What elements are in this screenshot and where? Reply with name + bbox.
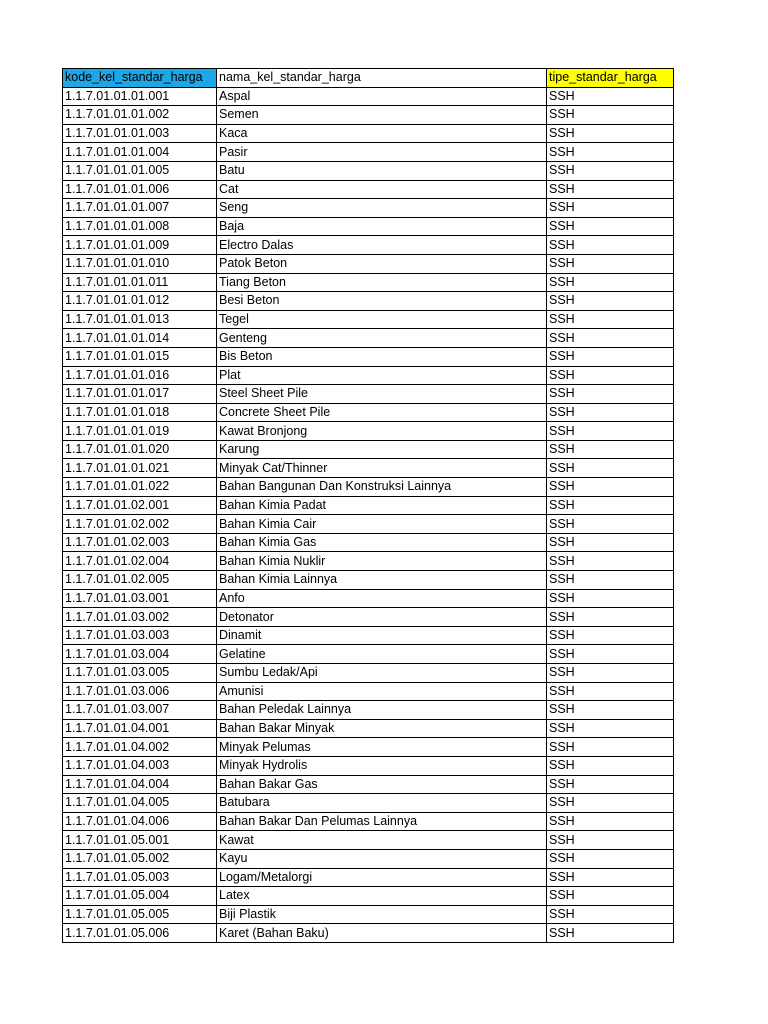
cell-tipe[interactable]: SSH [547,775,674,794]
cell-kode[interactable]: 1.1.7.01.01.05.003 [63,868,217,887]
header-kode[interactable]: kode_kel_standar_harga [63,69,217,88]
cell-kode[interactable]: 1.1.7.01.01.01.002 [63,106,217,125]
cell-tipe[interactable]: SSH [547,719,674,738]
cell-tipe[interactable]: SSH [547,124,674,143]
cell-nama[interactable]: Bahan Kimia Gas [217,533,547,552]
cell-tipe[interactable]: SSH [547,831,674,850]
cell-kode[interactable]: 1.1.7.01.01.01.020 [63,440,217,459]
cell-nama[interactable]: Bahan Bangunan Dan Konstruksi Lainnya [217,478,547,497]
cell-kode[interactable]: 1.1.7.01.01.01.009 [63,236,217,255]
table-row [63,868,674,887]
cell-nama[interactable]: Aspal [217,87,547,106]
table-row [63,682,674,701]
cell-kode[interactable]: 1.1.7.01.01.02.003 [63,533,217,552]
cell-kode[interactable]: 1.1.7.01.01.01.007 [63,199,217,218]
cell-tipe[interactable]: SSH [547,571,674,590]
cell-kode[interactable]: 1.1.7.01.01.03.002 [63,608,217,627]
cell-tipe[interactable]: SSH [547,143,674,162]
cell-nama[interactable]: Tiang Beton [217,273,547,292]
cell-kode[interactable]: 1.1.7.01.01.01.008 [63,217,217,236]
cell-nama[interactable]: Amunisi [217,682,547,701]
cell-kode[interactable]: 1.1.7.01.01.01.010 [63,254,217,273]
table-row [63,124,674,143]
cell-kode[interactable]: 1.1.7.01.01.03.001 [63,589,217,608]
table-row [63,403,674,422]
header-row [63,69,674,88]
cell-tipe[interactable]: SSH [547,849,674,868]
cell-kode[interactable]: 1.1.7.01.01.03.005 [63,664,217,683]
cell-nama[interactable]: Genteng [217,329,547,348]
cell-tipe[interactable]: SSH [547,217,674,236]
cell-kode[interactable]: 1.1.7.01.01.05.006 [63,924,217,943]
table-row [63,236,674,255]
cell-tipe[interactable]: SSH [547,254,674,273]
cell-tipe[interactable]: SSH [547,924,674,943]
cell-kode[interactable]: 1.1.7.01.01.01.021 [63,459,217,478]
cell-kode[interactable]: 1.1.7.01.01.01.013 [63,310,217,329]
cell-tipe[interactable]: SSH [547,161,674,180]
cell-tipe[interactable]: SSH [547,236,674,255]
cell-tipe[interactable]: SSH [547,812,674,831]
table-row [63,254,674,273]
spreadsheet [62,68,673,943]
cell-tipe[interactable]: SSH [547,440,674,459]
table-row [63,273,674,292]
cell-tipe[interactable]: SSH [547,422,674,441]
cell-kode[interactable]: 1.1.7.01.01.01.014 [63,329,217,348]
cell-nama[interactable]: Bahan Bakar Dan Pelumas Lainnya [217,812,547,831]
cell-tipe[interactable]: SSH [547,626,674,645]
table-row [63,217,674,236]
cell-kode[interactable]: 1.1.7.01.01.05.004 [63,887,217,906]
cell-tipe[interactable]: SSH [547,347,674,366]
table-row [63,143,674,162]
cell-tipe[interactable]: SSH [547,701,674,720]
table-row [63,106,674,125]
header-nama[interactable]: nama_kel_standar_harga [217,69,547,88]
table-row [63,180,674,199]
table-row [63,701,674,720]
cell-tipe[interactable]: SSH [547,329,674,348]
cell-nama[interactable]: Pasir [217,143,547,162]
cell-tipe[interactable]: SSH [547,682,674,701]
cell-kode[interactable]: 1.1.7.01.01.01.019 [63,422,217,441]
table-row [63,608,674,627]
table-row [63,645,674,664]
cell-nama[interactable]: Bis Beton [217,347,547,366]
cell-kode[interactable]: 1.1.7.01.01.01.016 [63,366,217,385]
cell-kode[interactable]: 1.1.7.01.01.01.001 [63,87,217,106]
table-header [63,69,674,88]
standar-harga-table [62,68,674,943]
cell-kode[interactable]: 1.1.7.01.01.01.005 [63,161,217,180]
cell-nama[interactable]: Bahan Bakar Minyak [217,719,547,738]
cell-kode[interactable]: 1.1.7.01.01.04.001 [63,719,217,738]
table-row [63,905,674,924]
cell-nama[interactable]: Kawat Bronjong [217,422,547,441]
cell-nama[interactable]: Minyak Pelumas [217,738,547,757]
cell-nama[interactable]: Dinamit [217,626,547,645]
cell-tipe[interactable]: SSH [547,515,674,534]
cell-tipe[interactable]: SSH [547,310,674,329]
cell-kode[interactable]: 1.1.7.01.01.04.003 [63,756,217,775]
cell-nama[interactable]: Seng [217,199,547,218]
cell-kode[interactable]: 1.1.7.01.01.01.012 [63,292,217,311]
cell-nama[interactable]: Bahan Kimia Nuklir [217,552,547,571]
cell-tipe[interactable]: SSH [547,180,674,199]
cell-tipe[interactable]: SSH [547,887,674,906]
cell-tipe[interactable]: SSH [547,403,674,422]
cell-nama[interactable]: Bahan Kimia Cair [217,515,547,534]
table-row [63,329,674,348]
cell-nama[interactable]: Batubara [217,794,547,813]
table-body [63,87,674,942]
cell-kode[interactable]: 1.1.7.01.01.04.005 [63,794,217,813]
cell-kode[interactable]: 1.1.7.01.01.03.004 [63,645,217,664]
table-row [63,738,674,757]
cell-nama[interactable]: Baja [217,217,547,236]
table-row [63,478,674,497]
cell-nama[interactable]: Latex [217,887,547,906]
cell-kode[interactable]: 1.1.7.01.01.01.011 [63,273,217,292]
cell-nama[interactable]: Electro Dalas [217,236,547,255]
cell-nama[interactable]: Besi Beton [217,292,547,311]
cell-kode[interactable]: 1.1.7.01.01.01.003 [63,124,217,143]
cell-kode[interactable]: 1.1.7.01.01.04.004 [63,775,217,794]
cell-tipe[interactable]: SSH [547,738,674,757]
cell-tipe[interactable]: SSH [547,478,674,497]
cell-tipe[interactable]: SSH [547,552,674,571]
cell-tipe[interactable]: SSH [547,106,674,125]
cell-nama[interactable]: Semen [217,106,547,125]
cell-nama[interactable]: Concrete Sheet Pile [217,403,547,422]
cell-tipe[interactable]: SSH [547,273,674,292]
cell-tipe[interactable]: SSH [547,496,674,515]
cell-nama[interactable]: Tegel [217,310,547,329]
cell-nama[interactable]: Sumbu Ledak/Api [217,664,547,683]
cell-tipe[interactable]: SSH [547,589,674,608]
cell-nama[interactable]: Logam/Metalorgi [217,868,547,887]
cell-kode[interactable]: 1.1.7.01.01.05.005 [63,905,217,924]
table-row [63,515,674,534]
cell-tipe[interactable]: SSH [547,664,674,683]
cell-tipe[interactable]: SSH [547,366,674,385]
cell-nama[interactable]: Plat [217,366,547,385]
cell-nama[interactable]: Patok Beton [217,254,547,273]
cell-nama[interactable]: Detonator [217,608,547,627]
cell-kode[interactable]: 1.1.7.01.01.04.006 [63,812,217,831]
cell-kode[interactable]: 1.1.7.01.01.03.006 [63,682,217,701]
cell-tipe[interactable]: SSH [547,385,674,404]
cell-nama[interactable]: Karung [217,440,547,459]
table-row [63,347,674,366]
header-tipe[interactable]: tipe_standar_harga [547,69,674,88]
table-row [63,161,674,180]
cell-tipe[interactable]: SSH [547,87,674,106]
cell-nama[interactable]: Kaca [217,124,547,143]
cell-kode[interactable]: 1.1.7.01.01.02.004 [63,552,217,571]
table-row [63,496,674,515]
cell-tipe[interactable]: SSH [547,533,674,552]
table-row [63,571,674,590]
cell-tipe[interactable]: SSH [547,756,674,775]
table-row [63,849,674,868]
table-row [63,664,674,683]
table-row [63,812,674,831]
table-row [63,440,674,459]
cell-kode[interactable]: 1.1.7.01.01.04.002 [63,738,217,757]
cell-tipe[interactable]: SSH [547,292,674,311]
cell-nama[interactable]: Minyak Hydrolis [217,756,547,775]
cell-nama[interactable]: Anfo [217,589,547,608]
table-row [63,775,674,794]
table-row [63,199,674,218]
cell-kode[interactable]: 1.1.7.01.01.05.001 [63,831,217,850]
cell-kode[interactable]: 1.1.7.01.01.01.006 [63,180,217,199]
cell-kode[interactable]: 1.1.7.01.01.01.004 [63,143,217,162]
table-row [63,552,674,571]
cell-tipe[interactable]: SSH [547,459,674,478]
cell-nama[interactable]: Biji Plastik [217,905,547,924]
cell-nama[interactable]: Kayu [217,849,547,868]
cell-kode[interactable]: 1.1.7.01.01.03.007 [63,701,217,720]
cell-tipe[interactable]: SSH [547,794,674,813]
cell-nama[interactable]: Bahan Kimia Lainnya [217,571,547,590]
cell-nama[interactable]: Bahan Bakar Gas [217,775,547,794]
table-row [63,794,674,813]
cell-nama[interactable]: Cat [217,180,547,199]
table-row [63,366,674,385]
cell-tipe[interactable]: SSH [547,905,674,924]
table-row [63,533,674,552]
table-row [63,719,674,738]
table-row [63,292,674,311]
cell-kode[interactable]: 1.1.7.01.01.05.002 [63,849,217,868]
table-row [63,924,674,943]
cell-tipe[interactable]: SSH [547,608,674,627]
cell-tipe[interactable]: SSH [547,645,674,664]
cell-nama[interactable]: Karet (Bahan Baku) [217,924,547,943]
table-row [63,589,674,608]
table-row [63,87,674,106]
cell-tipe[interactable]: SSH [547,868,674,887]
table-row [63,887,674,906]
cell-kode[interactable]: 1.1.7.01.01.01.018 [63,403,217,422]
cell-nama[interactable]: Batu [217,161,547,180]
table-row [63,626,674,645]
cell-nama[interactable]: Bahan Peledak Lainnya [217,701,547,720]
cell-kode[interactable]: 1.1.7.01.01.02.001 [63,496,217,515]
table-row [63,831,674,850]
table-row [63,310,674,329]
cell-nama[interactable]: Minyak Cat/Thinner [217,459,547,478]
cell-kode[interactable]: 1.1.7.01.01.02.002 [63,515,217,534]
table-row [63,422,674,441]
table-row [63,756,674,775]
cell-nama[interactable]: Bahan Kimia Padat [217,496,547,515]
cell-kode[interactable]: 1.1.7.01.01.01.015 [63,347,217,366]
cell-nama[interactable]: Gelatine [217,645,547,664]
table-row [63,459,674,478]
cell-nama[interactable]: Steel Sheet Pile [217,385,547,404]
cell-kode[interactable]: 1.1.7.01.01.03.003 [63,626,217,645]
cell-nama[interactable]: Kawat [217,831,547,850]
cell-kode[interactable]: 1.1.7.01.01.02.005 [63,571,217,590]
cell-tipe[interactable]: SSH [547,199,674,218]
table-row [63,385,674,404]
cell-kode[interactable]: 1.1.7.01.01.01.017 [63,385,217,404]
cell-kode[interactable]: 1.1.7.01.01.01.022 [63,478,217,497]
